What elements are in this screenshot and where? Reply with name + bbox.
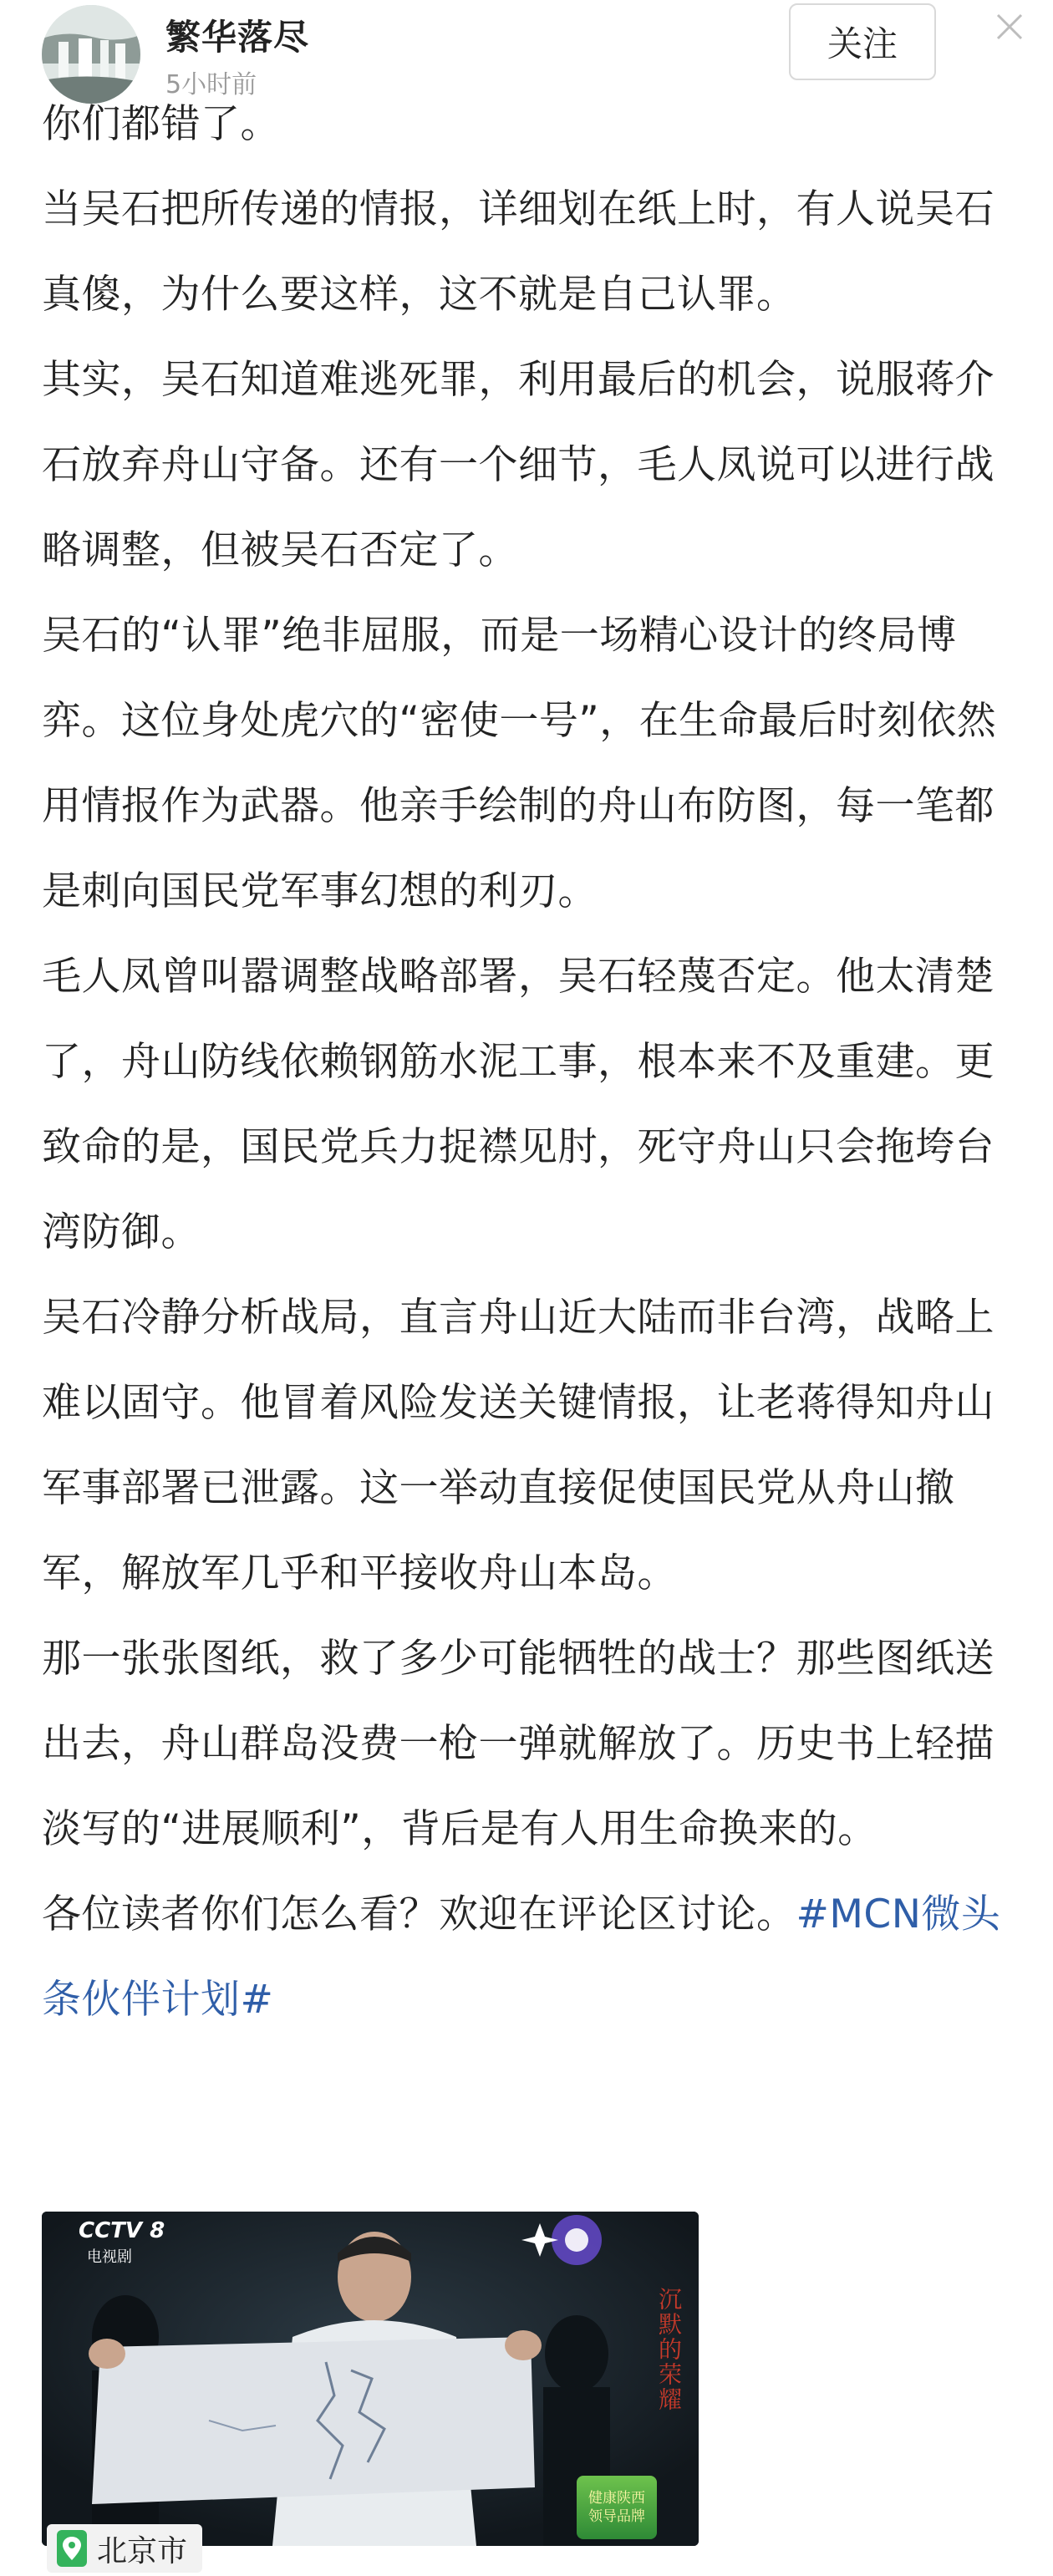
author-name[interactable]: 繁华落尽 <box>165 17 310 58</box>
follow-button[interactable]: 关注 <box>789 3 936 80</box>
post-time: 5小时前 <box>165 70 257 99</box>
video-thumbnail[interactable] <box>42 2212 699 2546</box>
sponsor-line: 领导品牌 <box>588 2508 645 2525</box>
hashtag-link[interactable]: #MCN微头条伙伴计划# <box>42 1891 1001 2023</box>
location-label: 北京市 <box>97 2533 188 2568</box>
sponsor-badge <box>577 2476 657 2539</box>
post-body <box>42 101 1020 2086</box>
paragraph: 你们都错了。 <box>42 101 280 147</box>
paragraph: 吴石冷静分析战局，直言舟山近大陆而非台湾，战略上难以固守。他冒着风险发送关键情报，让老蒋得知舟山军事部署已泄露。这一举动直接促使国民党从舟山撤军，解放军几乎和平接收舟山本岛。 <box>42 1295 994 1596</box>
map-pin-icon <box>55 2528 89 2568</box>
channel-name: 电视剧 <box>87 2248 132 2266</box>
close-icon[interactable] <box>993 10 1026 43</box>
sponsor-line: 健康陕西 <box>588 2490 645 2507</box>
paragraph: 那一张张图纸，救了多少可能牺牲的战士？那些图纸送出去，舟山群岛没费一枪一弹就解放了。历史书上轻描淡写的“进展顺利”，背后是有人用生命换来的。 <box>42 1636 994 1852</box>
channel-logo-text: CCTV <box>79 2218 143 2243</box>
paragraph: 吴石的“认罪”绝非屈服，而是一场精心设计的终局博弈。这位身处虎穴的“密使一号”，在生命最后时刻依然用情报作为武器。他亲手绘制的舟山布防图，每一笔都是刺向国民党军事幻想的利刃。 <box>42 613 997 914</box>
channel-logo <box>79 2218 165 2243</box>
channel-number: 8 <box>150 2218 165 2243</box>
paragraph: 其实，吴石知道难逃死罪，利用最后的机会，说服蒋介石放弃舟山守备。还有一个细节，毛人凤说可以进行战略调整，但被吴石否定了。 <box>42 357 994 573</box>
paragraph: 毛人凤曾叫嚣调整战略部署，吴石轻蔑否定。他太清楚了，舟山防线依赖钢筋水泥工事，根本来不及重建。更致命的是，国民党兵力捉襟见肘，死守舟山只会拖垮台湾防御。 <box>42 954 994 1255</box>
location-tag[interactable] <box>47 2524 202 2573</box>
paragraph: 当吴石把所传递的情报，详细划在纸上时，有人说吴石真傻，为什么要这样，这不就是自己认罪。 <box>42 186 994 318</box>
drama-title: 沉默的荣耀 <box>655 2287 683 2412</box>
closing-text: 各位读者你们怎么看？欢迎在评论区讨论。 <box>42 1891 796 1937</box>
closing-paragraph <box>42 1872 1020 2043</box>
